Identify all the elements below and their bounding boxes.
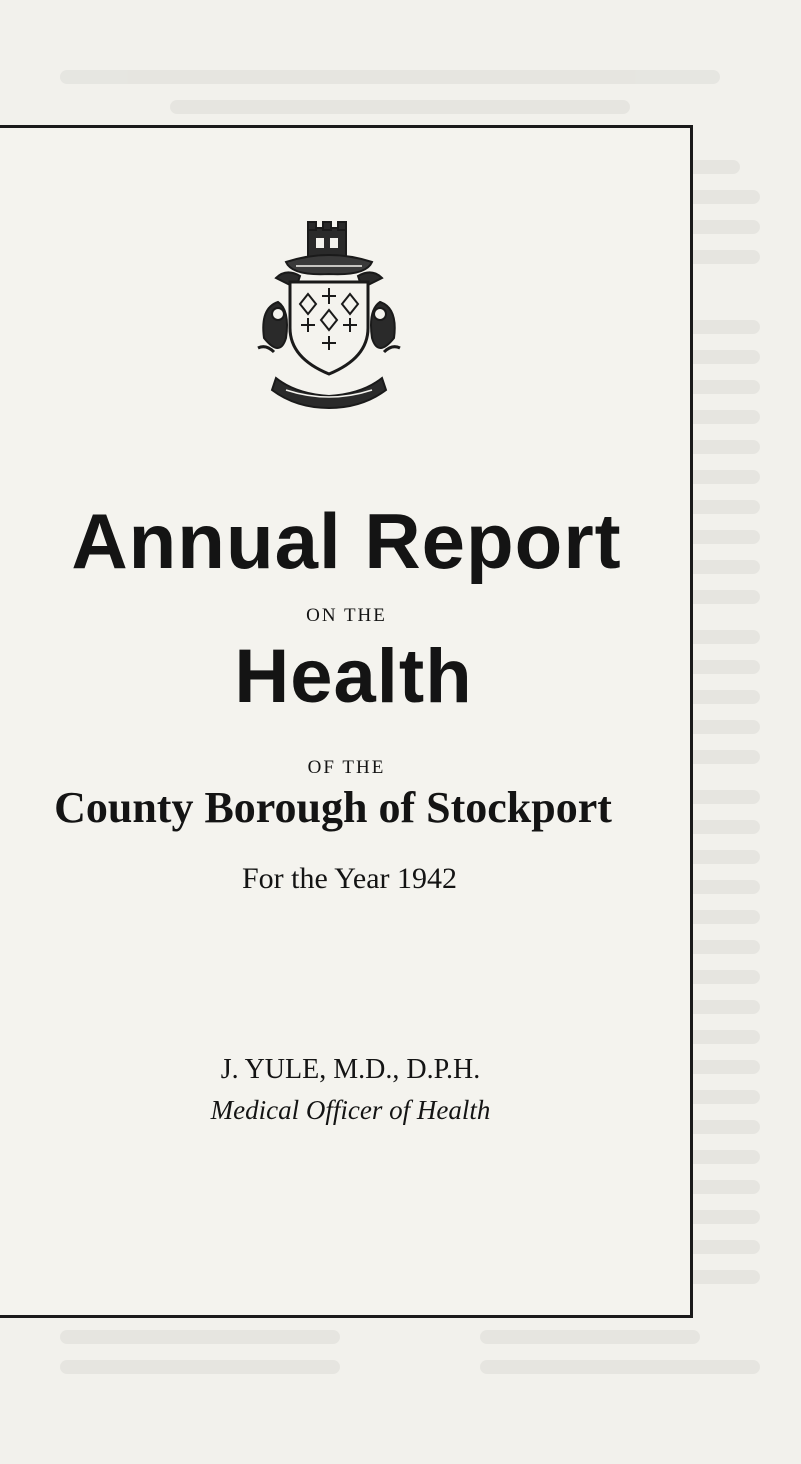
- report-year: For the Year 1942: [242, 862, 457, 895]
- borough-name: County Borough of Stockport: [54, 783, 612, 832]
- connector-on-the: ON THE: [306, 605, 387, 626]
- author-title: Medical Officer of Health: [210, 1095, 491, 1125]
- report-title-health: Health: [234, 634, 473, 719]
- connector-of-the: OF THE: [307, 757, 386, 778]
- report-title-annual-report: Annual Report: [71, 497, 622, 585]
- borough-coat-of-arms-icon: [256, 218, 402, 410]
- author-name: J. YULE, M.D., D.P.H.: [220, 1054, 481, 1085]
